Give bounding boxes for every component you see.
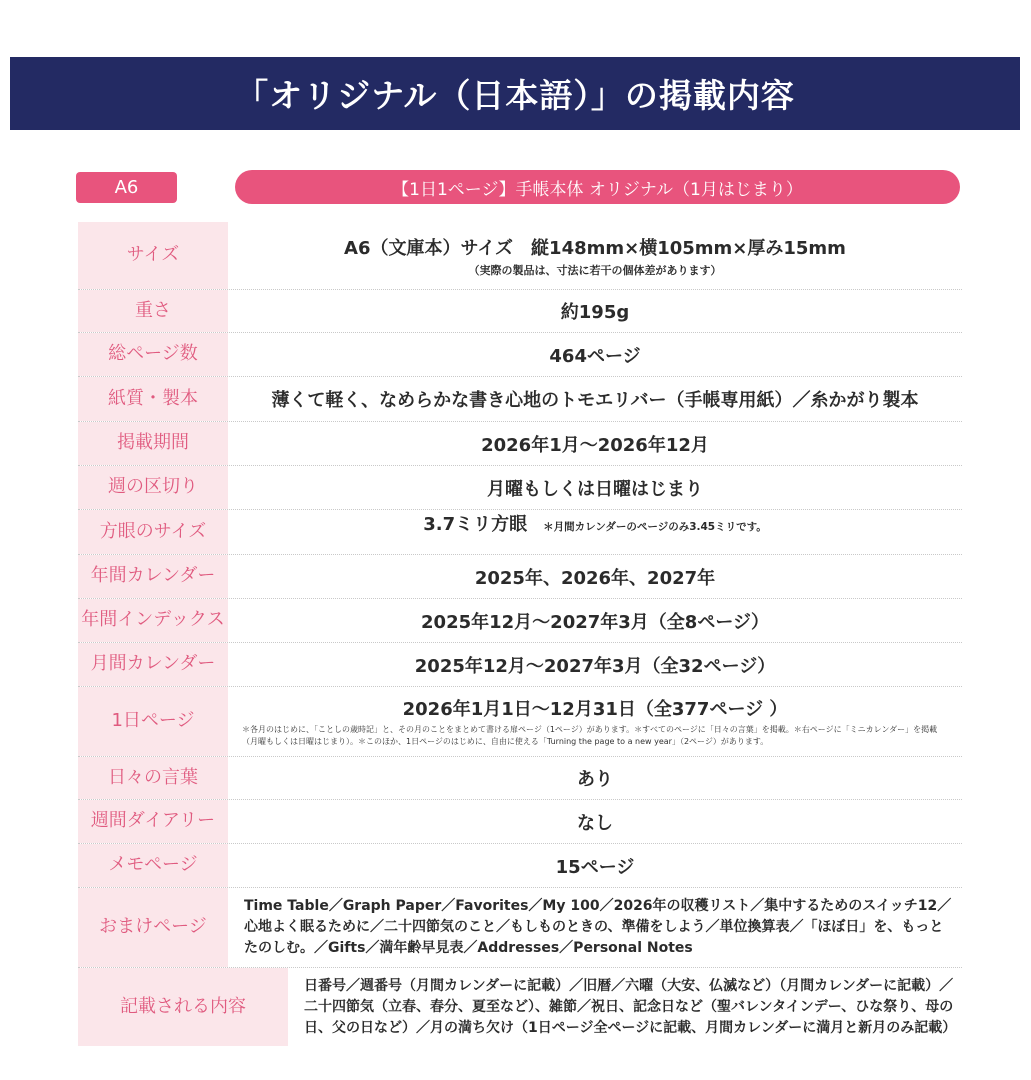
spec-label: 方眼のサイズ xyxy=(78,510,228,554)
spec-row-memo xyxy=(78,844,962,888)
spec-row-pages xyxy=(78,333,962,377)
spec-row-yearly-index xyxy=(78,599,962,643)
spec-table xyxy=(78,222,962,1046)
spec-label: 1日ページ xyxy=(78,687,228,756)
spec-label: 年間インデックス xyxy=(78,599,228,642)
spec-value-text: 3.7ミリ方眼 xyxy=(423,514,528,535)
spec-row-contents xyxy=(78,968,962,1046)
spec-value: 2025年12月～2027年3月（全32ページ） xyxy=(414,655,776,677)
spec-row-paper xyxy=(78,377,962,422)
spec-value: 薄くて軽く、なめらかな書き心地のトモエリバー（手帳専用紙）／糸かがり製本 xyxy=(271,390,919,411)
spec-label: 月間カレンダー xyxy=(78,643,228,686)
spec-note: ＊各月のはじめに、「ことしの歳時記」と、その月のことをまとめて書ける扉ページ（1ページ）があります。＊すべてのページに「日々の言葉」を掲載。＊右ページに「ミニカレンダー」を掲載（月曜もしくは日曜はじまり）。＊このほか、1日ページのはじめに、自由に使える「Turning the page to a new year」（2ページ）があります。 xyxy=(242,725,938,746)
spec-label: 日々の言葉 xyxy=(78,757,228,799)
spec-value: なし xyxy=(577,812,613,834)
spec-row-period xyxy=(78,422,962,466)
spec-value xyxy=(228,687,962,756)
spec-row-weekly-diary xyxy=(78,800,962,844)
spec-label: 週間ダイアリー xyxy=(78,800,228,843)
spec-value: 約195g xyxy=(560,302,630,323)
spec-row-week-start xyxy=(78,466,962,510)
spec-row-grid xyxy=(78,510,962,555)
spec-value: 月曜もしくは日曜はじまり xyxy=(487,478,703,500)
spec-row-daily-words xyxy=(78,757,962,800)
spec-note: ＊月間カレンダーのページのみ3.45ミリです。 xyxy=(543,521,767,533)
spec-value: 2025年、2026年、2027年 xyxy=(474,567,716,589)
spec-label: 掲載期間 xyxy=(78,422,228,465)
spec-value: 日番号／週番号（月間カレンダーに記載）／旧暦／六曜（大安、仏滅など）（月間カレンダーに記載）／二十四節気（立春、春分、夏至など）、雑節／祝日、記念日など（聖バレンタインデー、ひな祭り、母の日、父の日など）／月の満ち欠け（1日ページ全ページに記載、月間カレンダーに満月と新月のみ記載） xyxy=(304,977,957,1036)
spec-label: 重さ xyxy=(78,290,228,332)
header-bar xyxy=(10,57,1020,130)
spec-label: 紙質・製本 xyxy=(78,377,228,421)
spec-label: 年間カレンダー xyxy=(78,555,228,598)
spec-value xyxy=(228,222,962,289)
spec-label: サイズ xyxy=(78,222,228,289)
spec-label: 総ページ数 xyxy=(78,333,228,376)
spec-label: おまけページ xyxy=(78,888,228,967)
spec-row-monthly-calendar xyxy=(78,643,962,687)
spec-value: 2025年12月～2027年3月（全8ページ） xyxy=(421,611,769,633)
spec-label: 週の区切り xyxy=(78,466,228,509)
product-title-banner: 【1日1ページ】手帳本体 オリジナル（1月はじまり） xyxy=(235,170,960,204)
size-badge: A6 xyxy=(76,172,177,203)
spec-value: あり xyxy=(577,769,613,790)
spec-note: （実際の製品は、寸法に若干の個体差があります） xyxy=(468,263,722,277)
spec-row-weight xyxy=(78,290,962,333)
spec-row-yearly-calendar xyxy=(78,555,962,599)
page-title: 「オリジナル（日本語）」の掲載内容 xyxy=(235,76,795,115)
spec-row-size xyxy=(78,222,962,290)
spec-value: 15ページ xyxy=(555,856,635,878)
spec-value-text: 2026年1月1日～12月31日（全377ページ ） xyxy=(402,699,788,720)
spec-value: 464ページ xyxy=(549,345,641,367)
spec-value: Time Table／Graph Paper／Favorites／My 100／2026年の収穫リスト／集中するためのスイッチ12／心地よく眠るために／二十四節気のこと／もしものときの、準備をしよう／単位換算表／「ほぼ日」を、もっとたのしむ。／Gifts／満年齢早見表／Addresses／Personal Notes xyxy=(244,898,952,956)
spec-row-daily-page xyxy=(78,687,962,757)
spec-label: 記載される内容 xyxy=(78,968,288,1046)
spec-value xyxy=(228,510,962,554)
spec-label: メモページ xyxy=(78,844,228,887)
spec-row-bonus xyxy=(78,888,962,968)
spec-value-text: A6（文庫本）サイズ 縦148mm×横105mm×厚み15mm xyxy=(344,237,846,259)
spec-value: 2026年1月～2026年12月 xyxy=(481,434,709,456)
